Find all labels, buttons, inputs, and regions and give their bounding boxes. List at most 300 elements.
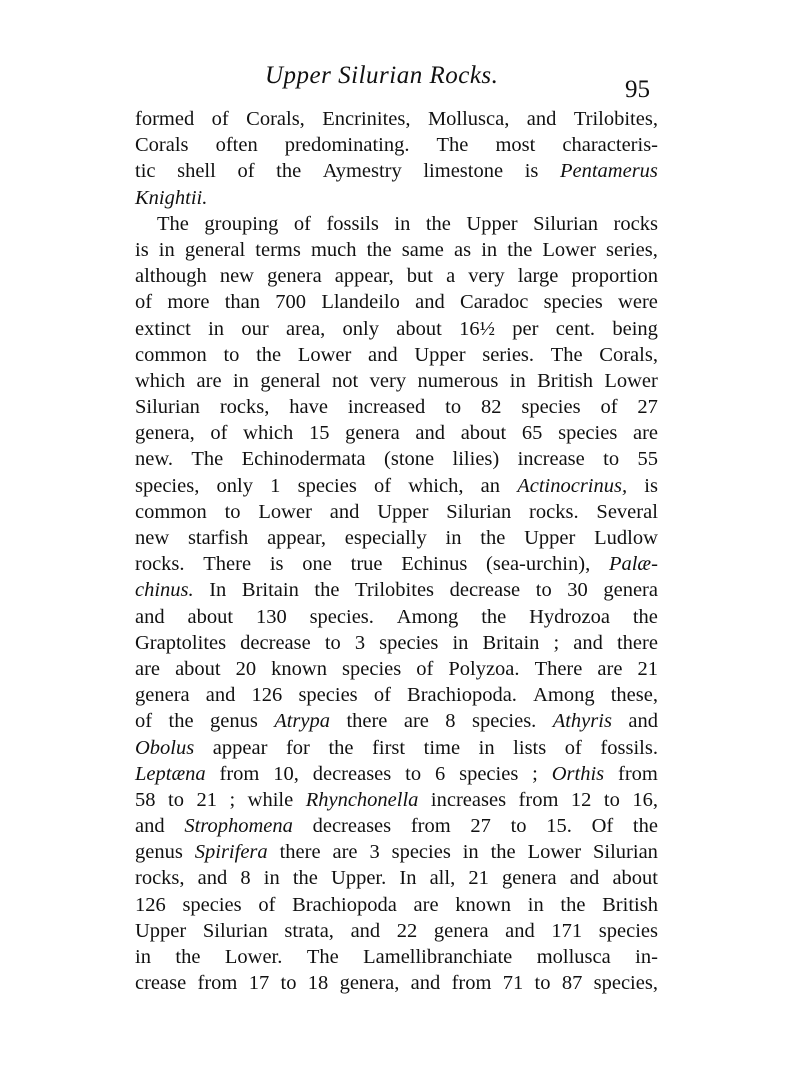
word: There — [534, 657, 583, 680]
word: from — [197, 972, 238, 995]
word: from — [219, 762, 260, 785]
word: known — [271, 657, 327, 680]
word: 58 — [135, 788, 156, 811]
word: have — [289, 396, 328, 419]
word: first — [372, 736, 406, 759]
word: 3 — [369, 841, 380, 864]
word: Lower — [604, 369, 658, 392]
word: about — [175, 657, 221, 680]
word: and — [135, 605, 165, 628]
word: 21 — [196, 788, 217, 811]
word: 1 — [270, 474, 281, 497]
word: genera, — [339, 972, 400, 995]
word: of — [564, 736, 582, 759]
word: all, — [429, 867, 456, 890]
italic-word: Athyris — [552, 710, 612, 733]
word: 126 — [135, 893, 166, 916]
word: is — [644, 474, 658, 497]
word: in — [481, 238, 498, 261]
word: lists — [513, 736, 547, 759]
italic-word: Leptæna — [135, 762, 206, 785]
word: more — [167, 291, 210, 314]
word: Lower — [297, 343, 352, 366]
word: Upper — [466, 212, 518, 235]
word: genera — [433, 919, 489, 942]
word: but — [406, 265, 433, 288]
word: and — [505, 919, 535, 942]
word: are — [413, 893, 439, 916]
word: in — [509, 369, 526, 392]
word: proportion — [571, 265, 658, 288]
text-line — [135, 316, 658, 342]
word: species — [543, 291, 603, 314]
word: extinct — [135, 317, 191, 340]
text-line — [135, 420, 658, 446]
word: Lower — [542, 238, 596, 261]
word: Upper — [524, 527, 576, 549]
word: rocks, — [135, 867, 185, 890]
word: same — [401, 238, 444, 261]
word: limestone — [423, 160, 504, 183]
word: to — [223, 343, 240, 366]
word: in — [462, 841, 479, 864]
word: 87 — [561, 972, 583, 995]
running-head — [0, 62, 795, 102]
text-line — [135, 185, 658, 211]
word: for — [285, 736, 310, 759]
word: series. — [482, 343, 535, 366]
text-line — [135, 656, 658, 682]
word: in — [527, 893, 544, 916]
word: rocks. — [529, 500, 579, 523]
word: starfish — [187, 527, 249, 549]
word: Of — [591, 815, 614, 838]
word: decrease — [449, 579, 521, 602]
word: species — [297, 474, 357, 497]
word: decreases — [312, 762, 392, 785]
word: 3 — [354, 631, 366, 654]
text-line — [135, 708, 658, 734]
word: the — [560, 893, 586, 916]
word: general — [260, 369, 321, 392]
word: Silurian — [202, 919, 268, 942]
word: 16½ — [459, 317, 495, 340]
word: 130 — [255, 605, 287, 628]
word: Polyzoa. — [448, 657, 520, 680]
word: Silurian — [593, 841, 658, 864]
word: ; — [553, 631, 560, 654]
word: most — [495, 134, 536, 157]
word: is — [135, 238, 149, 261]
word: very — [369, 369, 407, 392]
word: especially — [344, 527, 427, 549]
word: are — [597, 657, 623, 680]
text-line — [135, 499, 658, 525]
word: to — [603, 788, 620, 811]
word: a — [446, 265, 456, 288]
text-line — [135, 865, 658, 891]
word: common — [135, 343, 207, 366]
word: about — [187, 605, 234, 628]
word: are — [403, 710, 429, 733]
word: in- — [635, 946, 658, 968]
word: the — [328, 736, 354, 759]
word: species — [379, 631, 439, 654]
word: 17 — [248, 972, 270, 995]
word: in — [208, 317, 225, 340]
word: mollusca — [536, 946, 611, 968]
word: to — [405, 762, 422, 785]
word: 55 — [637, 448, 658, 471]
word: 82 — [480, 396, 502, 419]
word: rocks, — [219, 396, 270, 419]
word: species — [598, 919, 658, 942]
word: genus — [135, 841, 183, 864]
word: 171 — [551, 919, 583, 942]
word: 15. — [546, 815, 572, 838]
word: the — [480, 527, 506, 549]
word: 6 — [434, 762, 446, 785]
word: there — [616, 631, 658, 654]
word: In — [209, 579, 227, 602]
word: time — [423, 736, 461, 759]
word: often — [215, 134, 258, 157]
word: species — [391, 841, 451, 864]
text-line — [135, 630, 658, 656]
word: of — [135, 291, 153, 314]
word: common — [135, 500, 207, 523]
word: increase — [517, 448, 585, 471]
word: Several — [596, 500, 658, 523]
text-line — [135, 158, 658, 184]
word: British — [602, 893, 658, 916]
word: of — [293, 212, 311, 235]
word: genera — [501, 867, 557, 890]
word: Lower — [258, 500, 312, 523]
word: and — [410, 972, 441, 995]
word: Brachiopoda — [292, 893, 397, 916]
word: to — [534, 972, 551, 995]
word: The — [550, 343, 583, 366]
word: per — [512, 317, 539, 340]
word: Graptolites — [135, 631, 227, 654]
word: are — [632, 422, 658, 445]
word: area, — [285, 317, 326, 340]
word: not — [332, 369, 359, 392]
word: 10, — [273, 762, 299, 785]
word: The — [306, 946, 339, 968]
word: terms — [255, 238, 301, 261]
word: of — [210, 422, 228, 445]
word: Upper. — [331, 867, 387, 890]
word: to — [603, 448, 620, 471]
word: to — [280, 972, 297, 995]
word: Silurian — [135, 396, 200, 419]
word: 700 — [275, 291, 307, 314]
word: predominating. — [284, 134, 410, 157]
word: and — [573, 631, 603, 654]
word: 15 — [308, 422, 330, 445]
word: Lower. — [224, 946, 283, 968]
italic-word: Obolus — [135, 736, 195, 759]
word: Caradoc — [460, 291, 529, 314]
word: Echinodermata — [241, 448, 366, 471]
word: the — [168, 710, 194, 733]
word: The — [436, 134, 469, 157]
word: are — [332, 841, 358, 864]
word: 22 — [396, 919, 418, 942]
word: Ludlow — [594, 527, 658, 549]
word: genus — [209, 710, 258, 733]
text-line — [135, 787, 658, 813]
text-line — [135, 970, 658, 996]
word: of — [135, 710, 153, 733]
word: decrease — [240, 631, 311, 654]
word: general — [184, 238, 246, 261]
word: and — [329, 500, 360, 523]
text-line — [135, 682, 658, 708]
word: Trilobites — [355, 579, 435, 602]
word: numerous — [417, 369, 499, 392]
word: in — [232, 369, 249, 392]
word: much — [310, 238, 357, 261]
word: 30 — [567, 579, 588, 602]
word: an — [480, 474, 501, 497]
word: 126 — [251, 684, 283, 707]
word: new — [135, 527, 170, 549]
word: only — [216, 474, 253, 497]
word: our — [241, 317, 269, 340]
word: shell — [177, 160, 216, 183]
word: there — [279, 841, 321, 864]
italic-word: Atrypa — [274, 710, 331, 733]
text-line — [135, 918, 658, 944]
italic-word: Spirifera — [194, 841, 268, 864]
word: were — [618, 291, 658, 314]
word: about — [396, 317, 442, 340]
word: are — [196, 369, 222, 392]
word: species, — [135, 474, 200, 497]
word: these, — [610, 684, 658, 707]
text-line — [135, 132, 658, 158]
word: grouping — [204, 212, 279, 235]
word: The — [191, 448, 224, 471]
word: 20 — [235, 657, 257, 680]
word: new — [219, 265, 254, 288]
word: to — [224, 500, 241, 523]
italic-word: Palæ- — [608, 553, 658, 576]
word: rocks. — [135, 553, 185, 576]
word: appear, — [267, 527, 327, 549]
word: species — [558, 422, 618, 445]
word: and — [569, 867, 600, 890]
word: is — [269, 553, 284, 576]
word: to — [445, 396, 462, 419]
word: in — [445, 527, 462, 549]
word: Corals — [135, 134, 189, 157]
word: from — [410, 815, 451, 838]
word: species — [342, 657, 402, 680]
body-text — [135, 106, 658, 996]
word: and — [415, 291, 445, 314]
word: very — [468, 265, 505, 288]
italic-word: Orthis — [551, 762, 605, 785]
word: from — [518, 788, 559, 811]
word: 21 — [637, 657, 658, 680]
word: 71 — [502, 972, 524, 995]
word: which, — [408, 474, 464, 497]
word: and — [350, 919, 381, 942]
word: 27 — [470, 815, 491, 838]
word: 8 — [445, 710, 456, 733]
word: species — [459, 762, 519, 785]
word: Mollusca, — [427, 108, 510, 130]
word: known — [455, 893, 512, 916]
word: the — [256, 343, 282, 366]
italic-word: Pentamerus — [559, 160, 658, 183]
word: species. — [309, 605, 374, 628]
word: is — [524, 160, 539, 183]
word: genera — [135, 684, 190, 707]
word: only — [342, 317, 379, 340]
word: genera — [603, 579, 658, 602]
word: 8 — [240, 867, 251, 890]
word: the — [490, 841, 516, 864]
text-line — [135, 551, 658, 577]
word: the — [632, 815, 658, 838]
word: the — [276, 160, 302, 183]
word: crease — [135, 972, 187, 995]
word: in — [452, 631, 469, 654]
word: The — [157, 212, 189, 235]
word: genera — [267, 265, 322, 288]
word: species — [298, 684, 358, 707]
word: cent. — [555, 317, 596, 340]
text-line — [135, 289, 658, 315]
word: characteris- — [562, 134, 658, 157]
word: 21 — [468, 867, 489, 890]
word: Encrinites, — [322, 108, 411, 130]
word: There — [203, 553, 252, 576]
word: of — [258, 893, 276, 916]
word: genera — [345, 422, 400, 445]
word: rocks — [613, 212, 658, 235]
word: while — [247, 788, 294, 811]
page-number: 95 — [625, 76, 650, 103]
word: are — [135, 657, 161, 680]
word: and — [526, 108, 557, 130]
text-line — [135, 211, 658, 237]
text-line — [135, 813, 658, 839]
word: appear — [212, 736, 268, 759]
word: the — [632, 605, 658, 628]
word: decreases — [312, 815, 392, 838]
word: the — [292, 867, 318, 890]
word: although — [135, 265, 207, 288]
text-line — [135, 892, 658, 918]
word: species — [182, 893, 242, 916]
word: fossils. — [600, 736, 658, 759]
word: as — [454, 238, 472, 261]
word: Among — [396, 605, 459, 628]
running-title: Upper Silurian Rocks. — [265, 62, 499, 89]
word: of — [600, 396, 618, 419]
word: lilies) — [452, 448, 500, 471]
word: Silurian — [533, 212, 599, 235]
italic-word: Knightii. — [135, 186, 208, 209]
word: the — [314, 579, 340, 602]
word: Echinus — [401, 553, 468, 576]
word: appear, — [334, 265, 394, 288]
word: 16, — [632, 788, 658, 811]
word: true — [350, 553, 383, 576]
word: about — [612, 867, 658, 890]
word: increases — [430, 788, 507, 811]
word: species — [521, 396, 581, 419]
word: from — [451, 972, 492, 995]
word: British — [537, 369, 593, 392]
word: ; — [532, 762, 538, 785]
italic-word: Strophomena — [184, 815, 293, 838]
word: Lamellibranchiate — [363, 946, 513, 968]
word: In — [399, 867, 417, 890]
word: formed — [135, 108, 195, 130]
word: 65 — [521, 422, 543, 445]
text-line — [135, 604, 658, 630]
word: ; — [229, 788, 236, 811]
word: species, — [593, 972, 658, 995]
word: (stone — [384, 448, 435, 471]
text-line — [135, 944, 658, 970]
word: genera, — [135, 422, 195, 445]
word: large — [517, 265, 559, 288]
italic-word: Rhynchonella — [305, 788, 419, 811]
word: tic — [135, 160, 156, 183]
word: fossils — [326, 212, 379, 235]
word: of — [237, 160, 255, 183]
word: of — [211, 108, 229, 130]
text-line — [135, 368, 658, 394]
word: from — [618, 762, 658, 785]
word: there — [346, 710, 388, 733]
word: which — [243, 422, 294, 445]
word: the — [425, 212, 451, 235]
word: series, — [606, 238, 658, 261]
text-line — [135, 394, 658, 420]
word: Lower — [527, 841, 582, 864]
word: and — [205, 684, 236, 707]
word: to — [535, 579, 552, 602]
word: Silurian — [446, 500, 512, 523]
word: the — [366, 238, 392, 261]
text-line — [135, 525, 658, 551]
word: Aymestry — [322, 160, 402, 183]
word: to — [510, 815, 527, 838]
word: (sea-urchin), — [486, 553, 591, 576]
word: Upper — [377, 500, 429, 523]
word: and — [368, 343, 398, 366]
word: 27 — [637, 396, 658, 419]
word: in — [158, 238, 175, 261]
text-line — [135, 473, 658, 499]
word: 18 — [307, 972, 329, 995]
text-line — [135, 761, 658, 787]
word: in — [263, 867, 280, 890]
word: and — [197, 867, 228, 890]
word: of — [416, 657, 434, 680]
text-line — [135, 237, 658, 263]
word: of — [373, 684, 391, 707]
